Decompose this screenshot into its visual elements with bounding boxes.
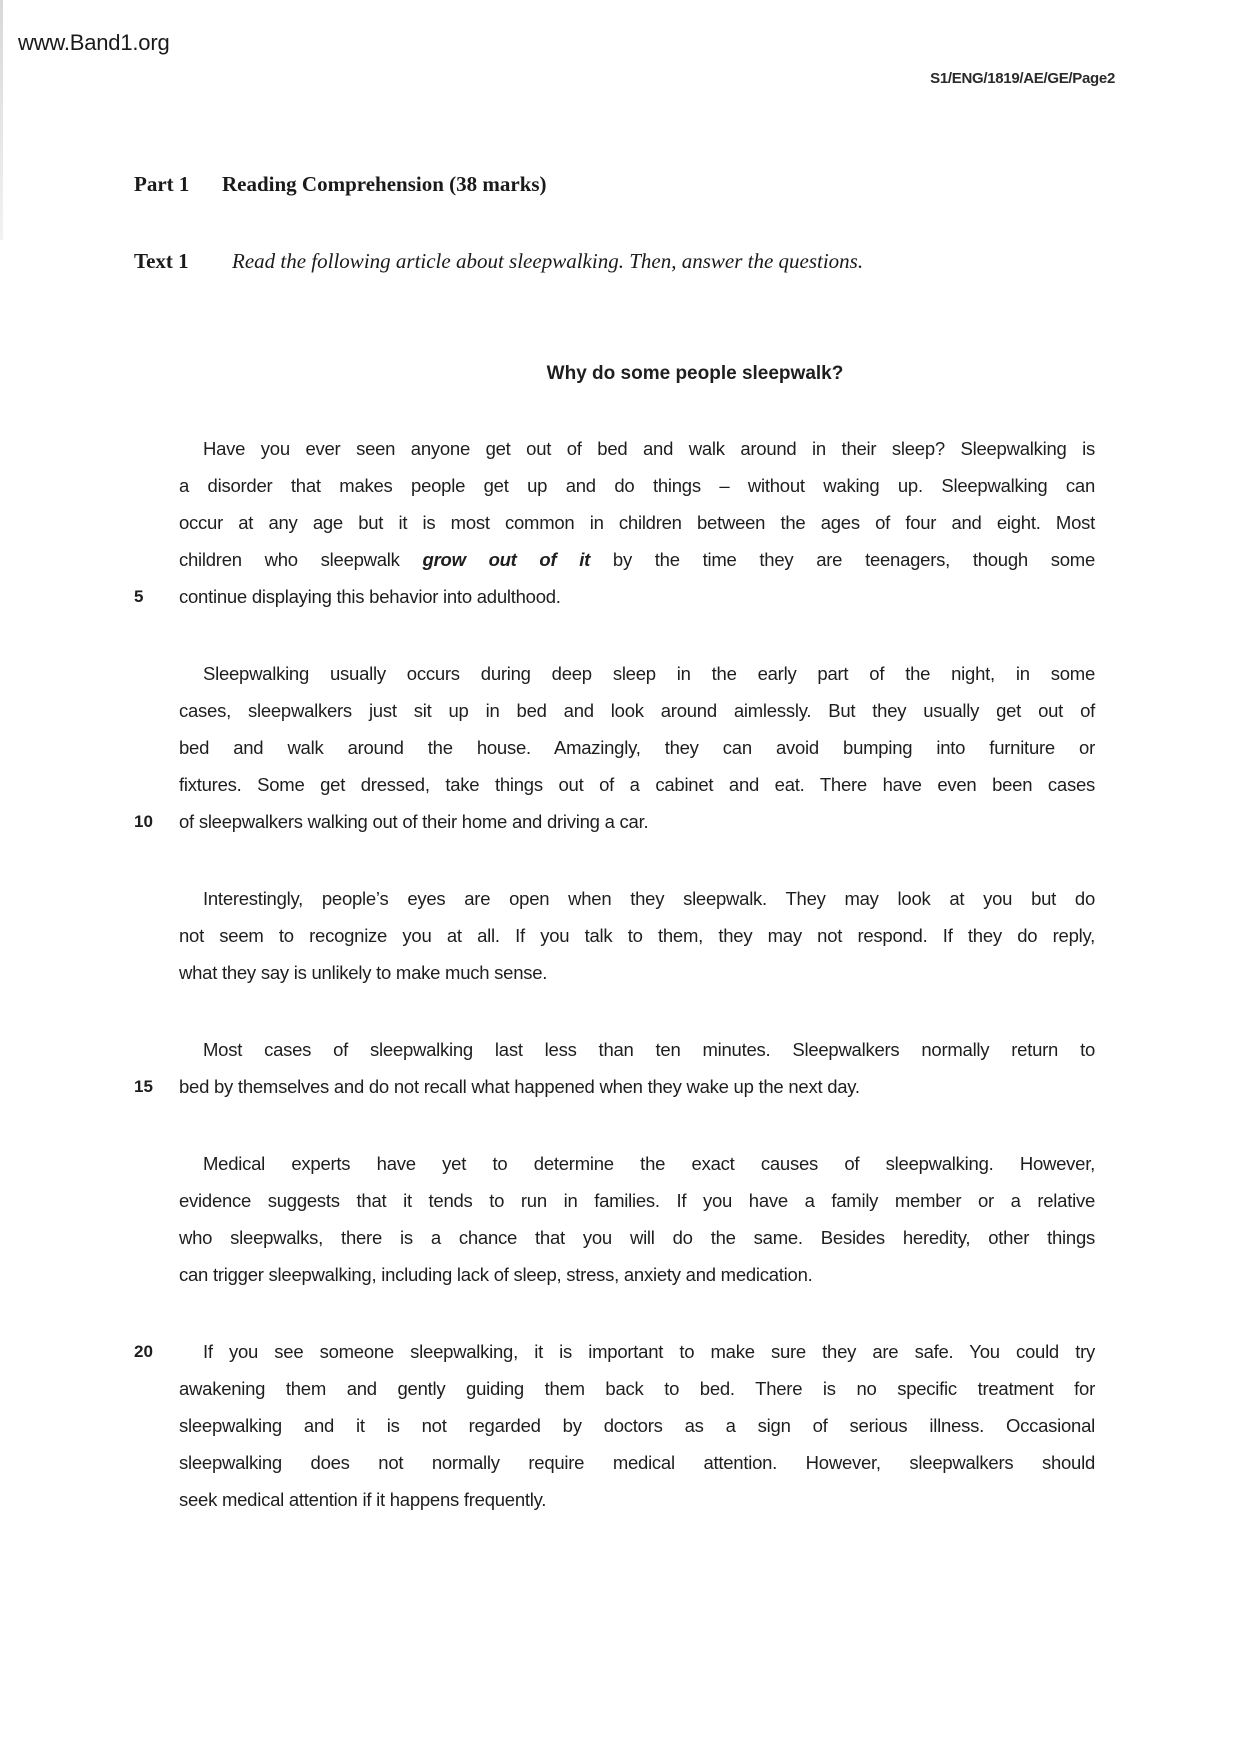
article-line: sleepwalking does not normally require medical attention. However, sleepwalkers should [179,1452,1095,1473]
article-line: cases, sleepwalkers just sit up in bed and look around aimlessly. But they usually get out of [179,700,1095,721]
instruction: Read the following article about sleepwalking. Then, answer the questions. [232,249,864,273]
article-line: bed by themselves and do not recall what happened when they wake up the next day. [179,1076,860,1097]
article-line-mixed [179,545,1095,575]
article-line: Interestingly, people’s eyes are open when they sleepwalk. They may look at you but do [203,888,1095,909]
article-line: If you see someone sleepwalking, it is important to make sure they are safe. You could try [203,1341,1095,1362]
article-line: can trigger sleepwalking, including lack of sleep, stress, anxiety and medication. [179,1264,813,1285]
article-line: a disorder that makes people get up and do things – without waking up. Sleepwalking can [179,475,1095,496]
article-line: seek medical attention if it happens frequently. [179,1489,547,1510]
part-label: Part 1 [134,172,190,196]
article-line: bed and walk around the house. Amazingly, they can avoid bumping into furniture or [179,737,1095,758]
article-line: Medical experts have yet to determine the exact causes of sleepwalking. However, [203,1153,1095,1174]
article-line: Have you ever seen anyone get out of bed and walk around in their sleep? Sleepwalking is [203,438,1095,459]
line-number-5: 5 [134,587,144,606]
article-line: not seem to recognize you at all. If you talk to them, they may not respond. If they do reply, [179,925,1095,946]
article-line: continue displaying this behavior into adulthood. [179,586,561,607]
article-line: sleepwalking and it is not regarded by doctors as a sign of serious illness. Occasional [179,1415,1095,1436]
line-number-15: 15 [134,1077,153,1096]
line-number-10: 10 [134,812,153,831]
scan-edge [0,0,3,240]
article-title: Why do some people sleepwalk? [546,363,844,384]
article-line: awakening them and gently guiding them back to bed. There is no specific treatment for [179,1378,1095,1399]
site-watermark: www.Band1.org [18,30,170,55]
article-line [179,545,1095,575]
text-label: Text 1 [134,249,189,273]
part-title: Reading Comprehension (38 marks) [222,172,547,196]
part-heading [134,172,547,197]
line-number-20: 20 [134,1342,153,1361]
article-line: what they say is unlikely to make much sense. [179,962,548,983]
article-line: of sleepwalkers walking out of their home and driving a car. [179,811,649,832]
paper-code: S1/ENG/1819/AE/GE/Page2 [930,70,1115,87]
article-line: occur at any age but it is most common in children between the ages of four and eight. Most [179,512,1095,533]
line-text: by the time they are teenagers, though some [612,549,1096,570]
article-line: evidence suggests that it tends to run in families. If you have a family member or a relative [179,1190,1095,1211]
text-heading [134,249,863,274]
highlighted-phrase: grow out of it [422,549,591,570]
article-line: Most cases of sleepwalking last less than ten minutes. Sleepwalkers normally return to [203,1039,1095,1060]
article-line: fixtures. Some get dressed, take things out of a cabinet and eat. There have even been cases [179,774,1095,795]
line-text: children who sleepwalk [179,549,400,570]
article-line: Sleepwalking usually occurs during deep sleep in the early part of the night, in some [203,663,1095,684]
article-line: who sleepwalks, there is a chance that you will do the same. Besides heredity, other things [179,1227,1095,1248]
